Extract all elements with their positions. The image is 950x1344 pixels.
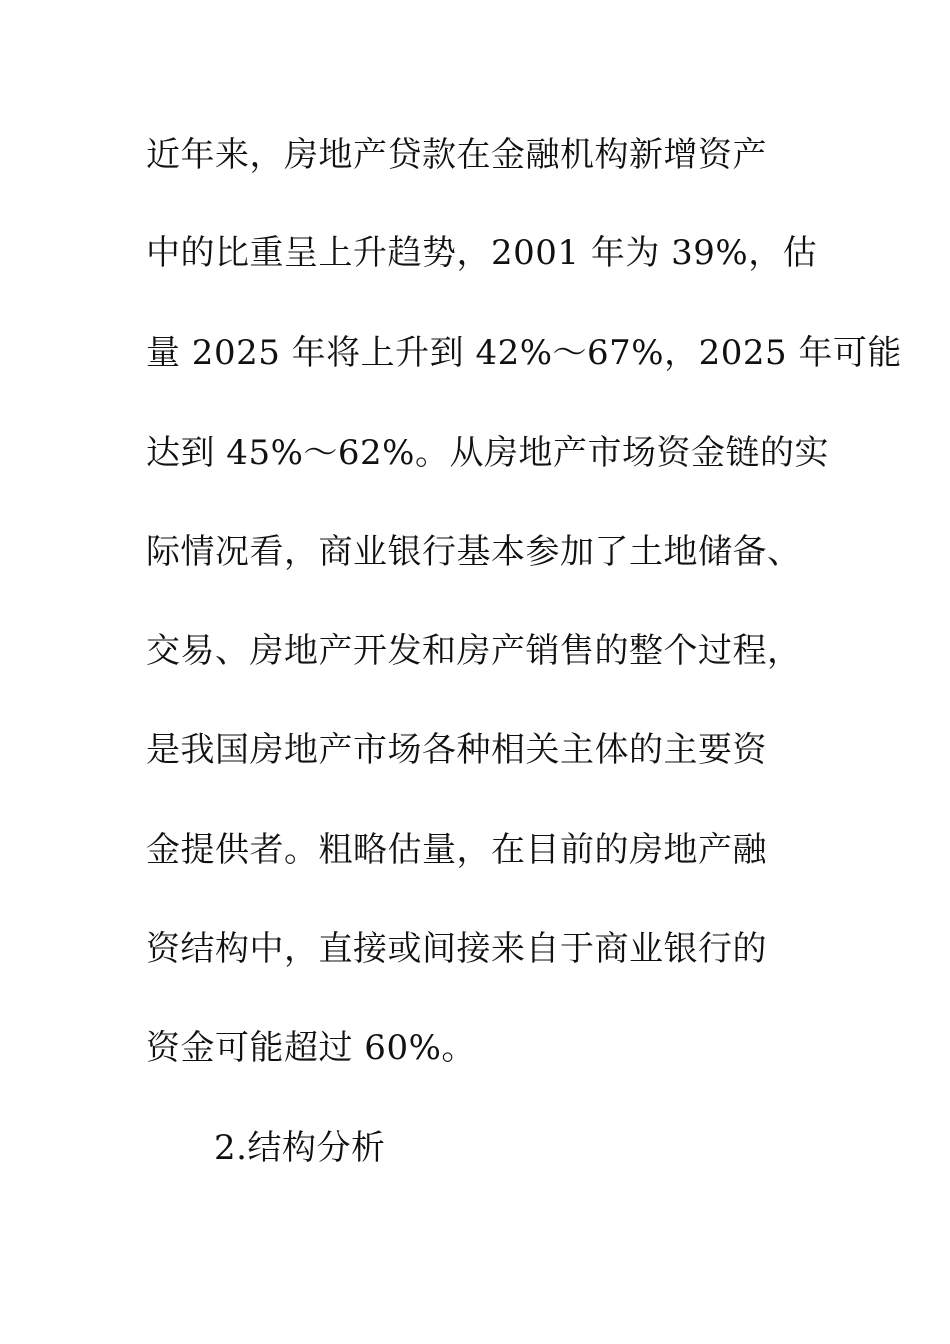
paragraph-line: 是我国房地产市场各种相关主体的主要资 — [146, 730, 767, 770]
paragraph-line: 近年来，房地产贷款在金融机构新增资产 — [146, 135, 767, 175]
paragraph-line: 资结构中，直接或间接来自于商业银行的 — [146, 929, 767, 969]
paragraph-line: 资金可能超过 60%。 — [146, 1028, 476, 1068]
paragraph-line: 量 2025 年将上升到 42%～67%，2025 年可能 — [146, 333, 902, 373]
paragraph-line: 中的比重呈上升趋势，2001 年为 39%，估 — [146, 233, 818, 273]
paragraph-line: 交易、房地产开发和房产销售的整个过程， — [146, 631, 802, 671]
paragraph-line: 达到 45%～62%。从房地产市场资金链的实 — [146, 433, 829, 473]
section-heading: 2.结构分析 — [214, 1128, 386, 1168]
paragraph-line: 金提供者。粗略估量，在目前的房地产融 — [146, 830, 767, 870]
paragraph-line: 际情况看，商业银行基本参加了土地储备、 — [146, 532, 802, 572]
